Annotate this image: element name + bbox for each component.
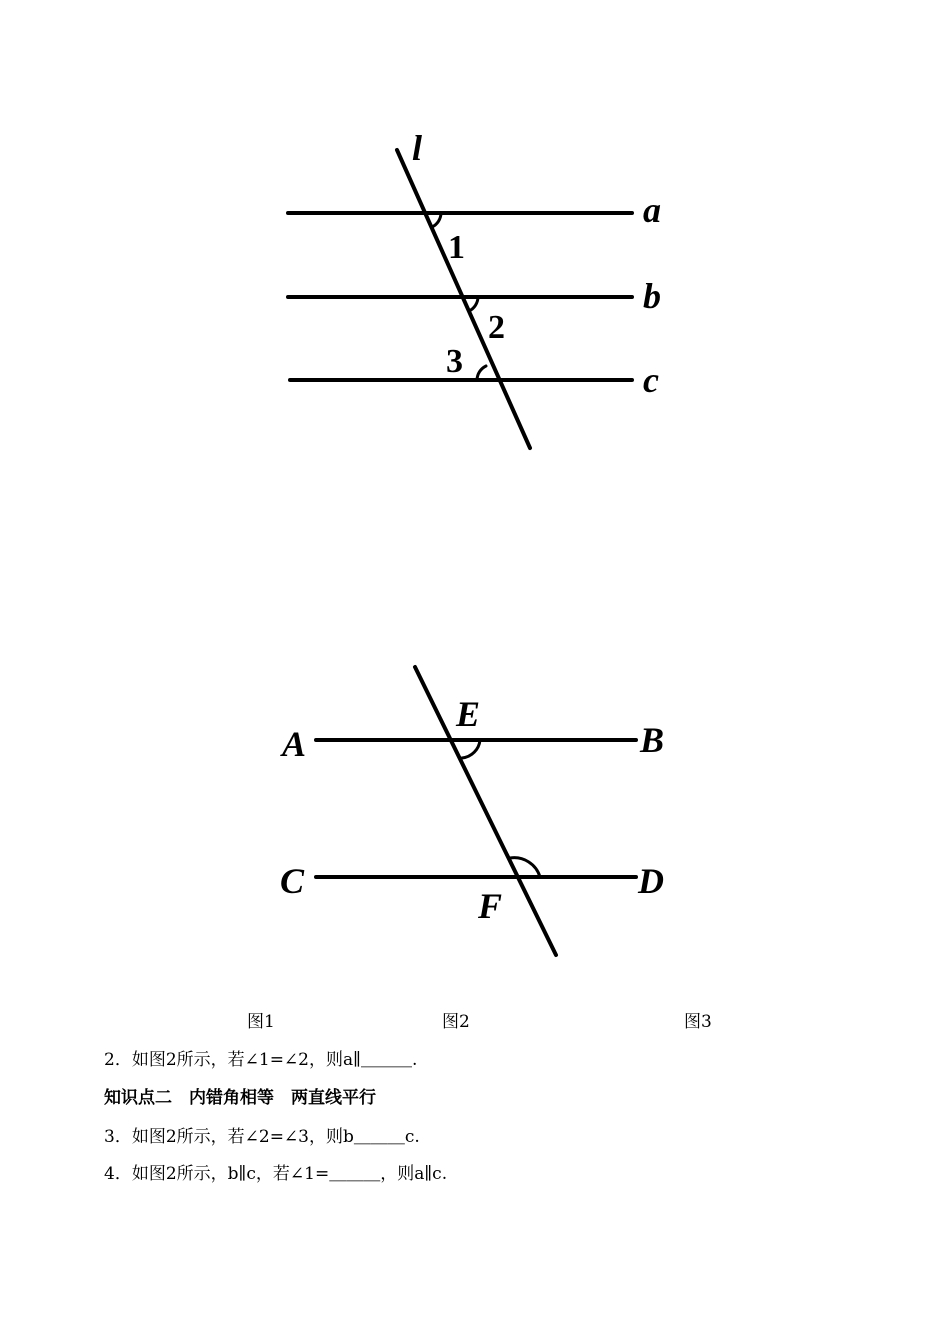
angle-3-label: 3: [446, 343, 463, 380]
section-heading: 知识点二 内错角相等 两直线平行: [104, 1088, 376, 1108]
caption-figure-3: 图3: [684, 1012, 712, 1032]
angle-2-arc: [469, 297, 478, 311]
angle-1-label: 1: [448, 229, 465, 266]
question-2: 2．如图2所示，若∠1=∠2，则a∥＿＿＿.: [104, 1050, 418, 1070]
angle-1-arc: [432, 213, 441, 227]
label-C: C: [280, 861, 305, 901]
caption-figure-1: 图1: [247, 1012, 275, 1032]
label-c: c: [643, 360, 659, 400]
angle-2-label: 2: [488, 309, 505, 346]
label-E: E: [456, 694, 481, 734]
label-F: F: [478, 886, 503, 926]
angle-e-arc: [462, 740, 480, 758]
label-A: A: [282, 724, 307, 764]
figure-2-labels: [280, 694, 664, 926]
figure-1-labels: [412, 128, 661, 400]
label-l: l: [412, 128, 423, 168]
label-D: D: [638, 861, 664, 901]
label-b: b: [643, 276, 661, 316]
figure-1: [288, 150, 632, 448]
question-3: 3．如图2所示，若∠2=∠3，则b＿＿＿c.: [104, 1127, 420, 1147]
label-a: a: [643, 190, 661, 230]
caption-figure-2: 图2: [442, 1012, 470, 1032]
question-4: 4．如图2所示，b∥c，若∠1=＿＿＿，则a∥c.: [104, 1164, 448, 1184]
angle-3-arc: [477, 366, 486, 380]
label-B: B: [640, 720, 665, 760]
